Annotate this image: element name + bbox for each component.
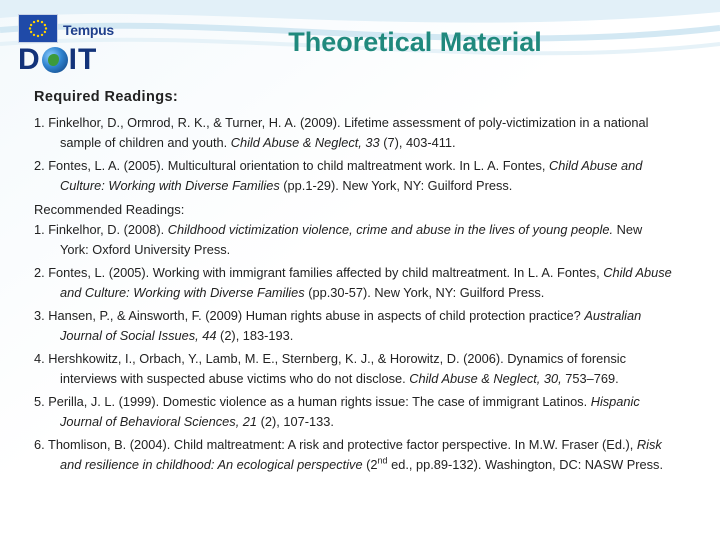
tempus-wordmark: Tempus — [63, 22, 114, 38]
globe-icon — [42, 47, 68, 73]
reference-item: 3. Hansen, P., & Ainsworth, F. (2009) Human rights abuse in aspects of child protection practice? Australian Journal of Social Issues, 44 (2), 183-193. — [34, 308, 642, 343]
reference-item: 6. Thomlison, B. (2004). Child maltreatment: A risk and protective factor perspective. In M.W. Fraser (Ed.), Risk and resilience in childhood: An ecological perspective (2nd ed., pp.89-132). Washington, DC: NASW Press. — [34, 437, 664, 472]
doit-tempus-logo — [14, 14, 144, 76]
reference-item: 2. Fontes, L. (2005). Working with immigrant families affected by child maltreatment. In L. A. Fontes, Child Abuse and Culture: Working with Diverse Families (pp.30-57). New York, NY: Guilford Press. — [34, 265, 672, 300]
reference-item: 1. Finkelhor, D., Ormrod, R. K., & Turner, H. A. (2009). Lifetime assessment of poly-victimization in a national sample of children and youth. Child Abuse & Neglect, 33 (7), 403-411. — [34, 115, 649, 150]
eu-flag-icon — [18, 14, 58, 43]
doit-wordmark — [18, 44, 97, 76]
reference-item: 2. Fontes, L. A. (2005). Multicultural orientation to child maltreatment work. In L. A. Fontes, Child Abuse and Culture: Working with Diverse Families (pp.1-29). New York, NY: Guilford Press. — [34, 158, 643, 193]
recommended-readings-heading: Recommended Readings: — [34, 202, 185, 217]
reference-item: 5. Perilla, J. L. (1999). Domestic violence as a human rights issue: The case of immigrant Latinos. Hispanic Journal of Behavioral Sciences, 21 (2), 107-133. — [34, 394, 640, 429]
doit-letters-it: IT — [68, 43, 98, 76]
reference-item: 4. Hershkowitz, I., Orbach, Y., Lamb, M. E., Sternberg, K. J., & Horowitz, D. (2006). Dynamics of forensic interviews with suspected abuse victims who do not disclose. Child Abuse & Neglect, 30, 753–769. — [34, 351, 626, 386]
reading-list — [34, 87, 674, 479]
required-readings-list — [34, 113, 674, 196]
reference-item: 1. Finkelhor, D. (2008). Childhood victimization violence, crime and abuse in the lives of young people. New York: Oxford University Press. — [34, 222, 643, 257]
page-title: Theoretical Material — [288, 27, 542, 57]
doit-letter-d: D — [18, 43, 41, 76]
recommended-readings-list — [34, 220, 674, 475]
required-readings-heading: Required Readings: — [34, 89, 179, 105]
